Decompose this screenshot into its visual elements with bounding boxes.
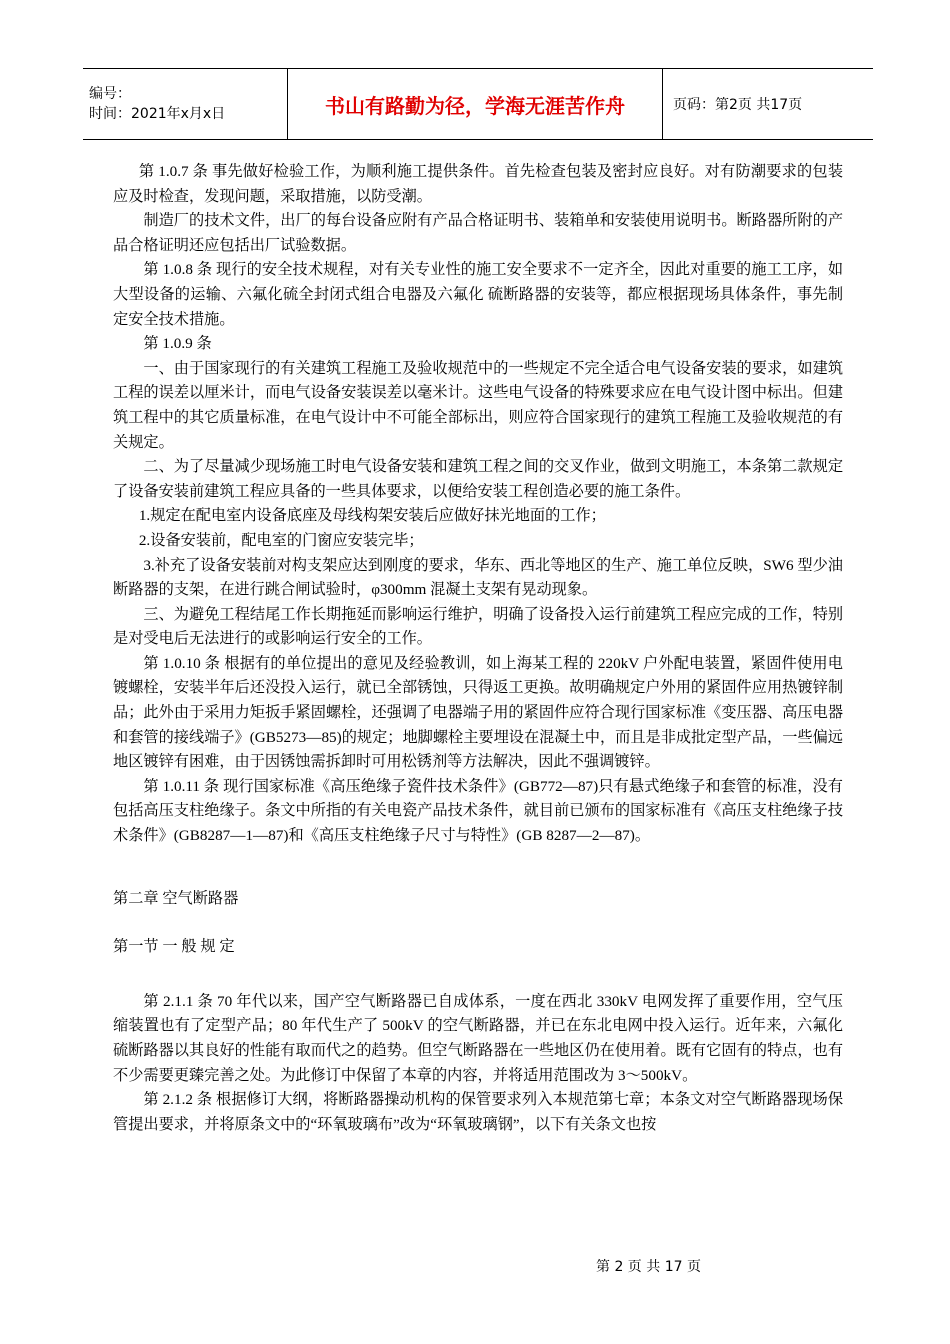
motto-text: 书山有路勤为径，学海无涯苦作舟 <box>325 93 625 118</box>
time-label: 时间：2021年x月x日 <box>89 106 226 122</box>
paragraph: 第 1.0.10 条 根据有的单位提出的意见及经验教训，如上海某工程的 220kV 户外配电装置，紧固件使用电镀螺栓，安装半年后还没投入运行，就已全部锈蚀，只得返工更换。故明确规定户外用的紧固件应用热镀锌制品；此外由于采用力矩扳手紧固螺栓，还强调了电器端子用的紧固件应符合现行国家标准《变压器、高压电器和套管的接线端子》(GB5273—85)的规定；地脚螺栓主要埋设在混凝土中，而且是非成批定型产品，一些偏远地区镀锌有困难，由于因锈蚀需拆卸时可用松锈剂等方法解决，因此不强调镀锌。 <box>113 654 843 771</box>
list-item: 3.补充了设备安装前对构支架应达到刚度的要求，华东、西北等地区的生产、施工单位反映，SW6 型少油断路器的支架，在进行跳合闸试验时，φ300mm 混凝土支架有晃动现象。 <box>113 556 843 599</box>
paragraph: 二、为了尽量减少现场施工时电气设备安装和建筑工程之间的交叉作业，做到文明施工，本条第二款规定了设备安装前建筑工程应具备的一些具体要求，以便给安装工程创造必要的施工条件。 <box>113 458 843 500</box>
paragraph: 第 1.0.8 条 现行的安全技术规程，对有关专业性的施工安全要求不一定齐全，因此对重要的施工工序，如大型设备的运输、六氟化硫全封闭式组合电器及六氟化 硫断路器的安装等，都应根据现场具体条件，事先制定安全技术措施。 <box>113 261 843 328</box>
section-heading: 第一节 一 般 规 定 <box>113 938 235 956</box>
page-label: 页码：第2页 共17页 <box>673 97 803 113</box>
paragraph: 第 1.0.7 条 事先做好检验工作，为顺利施工提供条件。首先检查包装及密封应良好。对有防潮要求的包装应及时检查，发现问题，采取措施，以防受潮。 <box>113 163 843 205</box>
paragraph: 第 1.0.11 条 现行国家标准《高压绝缘子瓷件技术条件》(GB772—87)只有悬式绝缘子和套管的标准，没有包括高压支柱绝缘子。条文中所指的有关电瓷产品技术条件，就目前已颁布的国家标准有《高压支柱绝缘子技术条件》(GB8287—1—87)和《高压支柱绝缘子尺寸与特性》(GB 8287—2—87)。 <box>113 777 843 845</box>
page-footer: 第 2 页 共 17 页 <box>596 1259 701 1275</box>
paragraph: 第 1.0.9 条 <box>143 335 212 353</box>
header-page <box>663 69 873 139</box>
paragraph: 第 2.1.1 条 70 年代以来，国产空气断路器已自成体系，一度在西北 330kV 电网发挥了重要作用，空气压缩装置也有了定型产品；80 年代生产了 500kV 的空气断路器，并已在东北电网中投入运行。近年来，六氟化硫断路器以其良好的性能有取而代之的趋势。但空气断路器在一些地区仍在使用着。既有它固有的特点，也有不少需要更臻完善之处。为此修订中保留了本章的内容，并将适用范围改为 3～500kV。 <box>113 992 843 1084</box>
paragraph: 制造厂的技术文件，出厂的每台设备应附有产品合格证明书、装箱单和安装使用说明书。断路器所附的产品合格证明还应包括出厂试验数据。 <box>113 212 843 254</box>
page-header <box>83 68 873 140</box>
paragraph: 一、由于国家现行的有关建筑工程施工及验收规范中的一些规定不完全适合电气设备安装的要求，如建筑工程的误差以厘米计，而电气设备安装误差以毫米计。这些电气设备的特殊要求应在电气设计图中标出。但建筑工程中的其它质量标准，在电气设计中不可能全部标出，则应符合国家现行的建筑工程施工及验收规范的有关规定。 <box>113 359 843 451</box>
list-item: 2.设备安装前，配电室的门窗应安装完毕； <box>138 531 424 549</box>
paragraph: 三、为避免工程结尾工作长期拖延而影响运行维护，明确了设备投入运行前建筑工程应完成的工作，特别是对受电后无法进行的或影响运行安全的工作。 <box>113 605 843 648</box>
chapter-heading: 第二章 空气断路器 <box>113 889 239 907</box>
header-motto <box>288 69 663 139</box>
document-body <box>113 160 843 1137</box>
header-meta <box>83 69 288 139</box>
paragraph: 第 2.1.2 条 根据修订大纲，将断路器操动机构的保管要求列入本规范第七章；本条文对空气断路器现场保管提出要求，并将原条文中的“环氧玻璃布”改为“环氧玻璃钢”，以下有关条文也按 <box>113 1091 843 1133</box>
list-item: 1.规定在配电室内设备底座及母线构架安装后应做好抹光地面的工作； <box>138 507 606 525</box>
number-label: 编号： <box>89 86 131 102</box>
